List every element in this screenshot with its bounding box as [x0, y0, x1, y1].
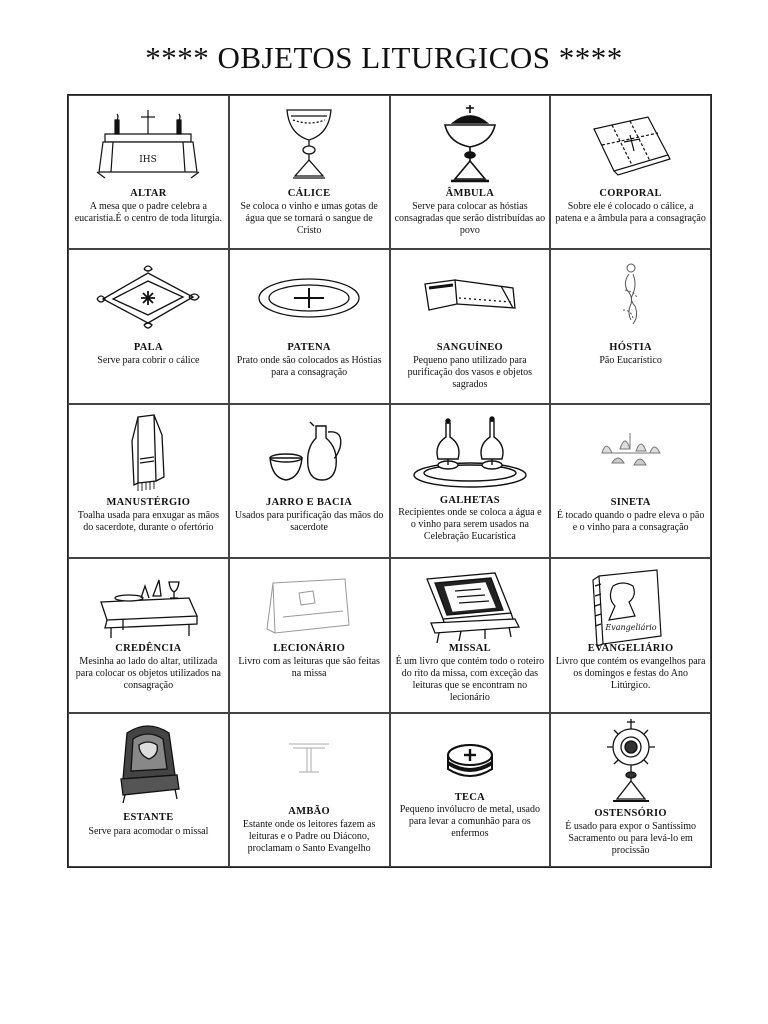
item-description: Pão Eucarístico: [599, 355, 662, 367]
card-ambula: [390, 95, 551, 249]
ambo-icon: [230, 718, 389, 806]
card-missal: [390, 558, 551, 712]
card-manusterio: [68, 404, 229, 558]
page-title: **** OBJETOS LITURGICOS ****: [145, 40, 623, 75]
item-description: Livro que contém os evangelhos para os domingos e festas do Ano Litúrgico.: [555, 656, 706, 692]
card-sanguineo: [390, 249, 551, 403]
item-label: CÁLICE: [287, 188, 331, 199]
credence-table-icon: [69, 563, 228, 651]
item-label: EVANGELIÁRIO: [587, 643, 674, 655]
card-teca: [390, 713, 551, 867]
card-calice: [229, 95, 390, 249]
gospel-book-icon: [551, 563, 710, 651]
item-label: HÓSTIA: [609, 342, 652, 354]
lectionary-icon: [230, 563, 389, 651]
item-label: JARRO E BACIA: [266, 496, 353, 508]
item-label: ESTANTE: [123, 811, 174, 823]
card-sineta: [550, 404, 711, 558]
card-ostensorio: [550, 713, 711, 867]
paten-icon: [230, 254, 389, 342]
objects-grid: [67, 94, 712, 868]
bells-icon: [551, 409, 710, 497]
item-description: Serve para colocar as hóstias consagradas que serão distribuídas ao povo: [394, 201, 546, 236]
card-pala: [68, 249, 229, 403]
item-description: É tocado quando o padre eleva o pão e o vinho para a consagração: [556, 509, 705, 533]
item-label: MISSAL: [448, 643, 491, 655]
card-corporal: [550, 95, 711, 249]
card-ambao: [229, 713, 390, 867]
item-label: PATENA: [287, 342, 331, 354]
jug-basin-icon: [230, 409, 389, 497]
item-description: Pequeno invólucro de metal, usado para levar a comunhão para os enfermos: [399, 803, 540, 839]
card-evangeliario: [550, 558, 711, 712]
missal-icon: [391, 563, 550, 651]
card-lecionario: [229, 558, 390, 712]
altar-icon: [69, 100, 228, 188]
cruets-icon: [391, 409, 550, 497]
item-description: Serve para acomodar o missal: [88, 825, 209, 837]
item-label: GALHETAS: [439, 494, 500, 506]
item-description: Usados para purificação das mãos do sacerdote: [234, 509, 384, 533]
item-description: Mesinha ao lado do altar, utilizada para colocar os objetos utilizados na consagração: [75, 656, 221, 692]
item-description: Estante onde os leitores fazem as leituras e o Padre ou Diácono, proclamam o Santo Evangelho: [242, 818, 376, 854]
card-altar: [68, 95, 229, 249]
host-icon: [551, 254, 710, 342]
item-description: Serve para cobrir o cálice: [97, 355, 200, 367]
item-label: MANUSTÉRGIO: [106, 496, 191, 508]
pall-icon: [69, 254, 228, 342]
item-description: A mesa que o padre celebra a eucaristia.É o centro de toda liturgia.: [74, 201, 222, 224]
card-patena: [229, 249, 390, 403]
altar-monogram: IHS: [139, 155, 158, 165]
item-description: Livro com as leituras que são feitas na missa: [238, 656, 380, 680]
card-estante: [68, 713, 229, 867]
item-description: Se coloca o vinho e umas gotas de água que se tornará o sangue de Cristo: [240, 201, 378, 236]
monstrance-icon: [551, 718, 710, 806]
item-label: PALA: [133, 342, 163, 354]
card-jarro-bacia: [229, 404, 390, 558]
item-label: CORPORAL: [599, 188, 662, 199]
purificator-icon: [391, 254, 550, 342]
item-label: CREDÊNCIA: [115, 643, 182, 655]
card-hostia: [550, 249, 711, 403]
item-description: Recipientes onde se coloca a água e o vinho para serem usados na Celebração Eucarística: [398, 506, 542, 542]
item-description: É usado para expor o Santíssimo Sacramento ou para levá-lo em procissão: [565, 820, 697, 856]
chalice-icon: [230, 100, 389, 188]
card-galhetas: [390, 404, 551, 558]
item-label: TECA: [454, 791, 486, 803]
item-description: Prato onde são colocados as Hóstias para a consagração: [236, 355, 382, 379]
item-label: SANGUÍNEO: [436, 342, 504, 354]
item-label: LECIONÁRIO: [273, 643, 346, 655]
corporal-icon: [551, 100, 710, 188]
item-description: Pequeno pano utilizado para purificação dos vasos e objetos sagrados: [407, 355, 533, 391]
item-label: ALTAR: [130, 188, 167, 199]
book-stand-icon: [69, 718, 228, 806]
towel-icon: [69, 409, 228, 497]
item-label: AMBÃO: [288, 805, 330, 817]
item-description: Sobre ele é colocado o cálice, a patena e a âmbula para a consagração: [555, 201, 706, 224]
item-description: É um livro que contém todo o roteiro do rito da missa, com exceção das leituras que se encontram no lecionário: [395, 656, 545, 704]
card-credencia: [68, 558, 229, 712]
item-description: Toalha usada para enxugar as mãos do sacerdote, durante o ofertório: [77, 509, 219, 533]
item-label: SINETA: [610, 496, 651, 508]
item-label: ÂMBULA: [445, 188, 495, 199]
ciborium-icon: [391, 100, 550, 188]
evangeliario-cover-text: Evangeliário: [605, 623, 657, 633]
item-label: OSTENSÓRIO: [594, 807, 667, 819]
